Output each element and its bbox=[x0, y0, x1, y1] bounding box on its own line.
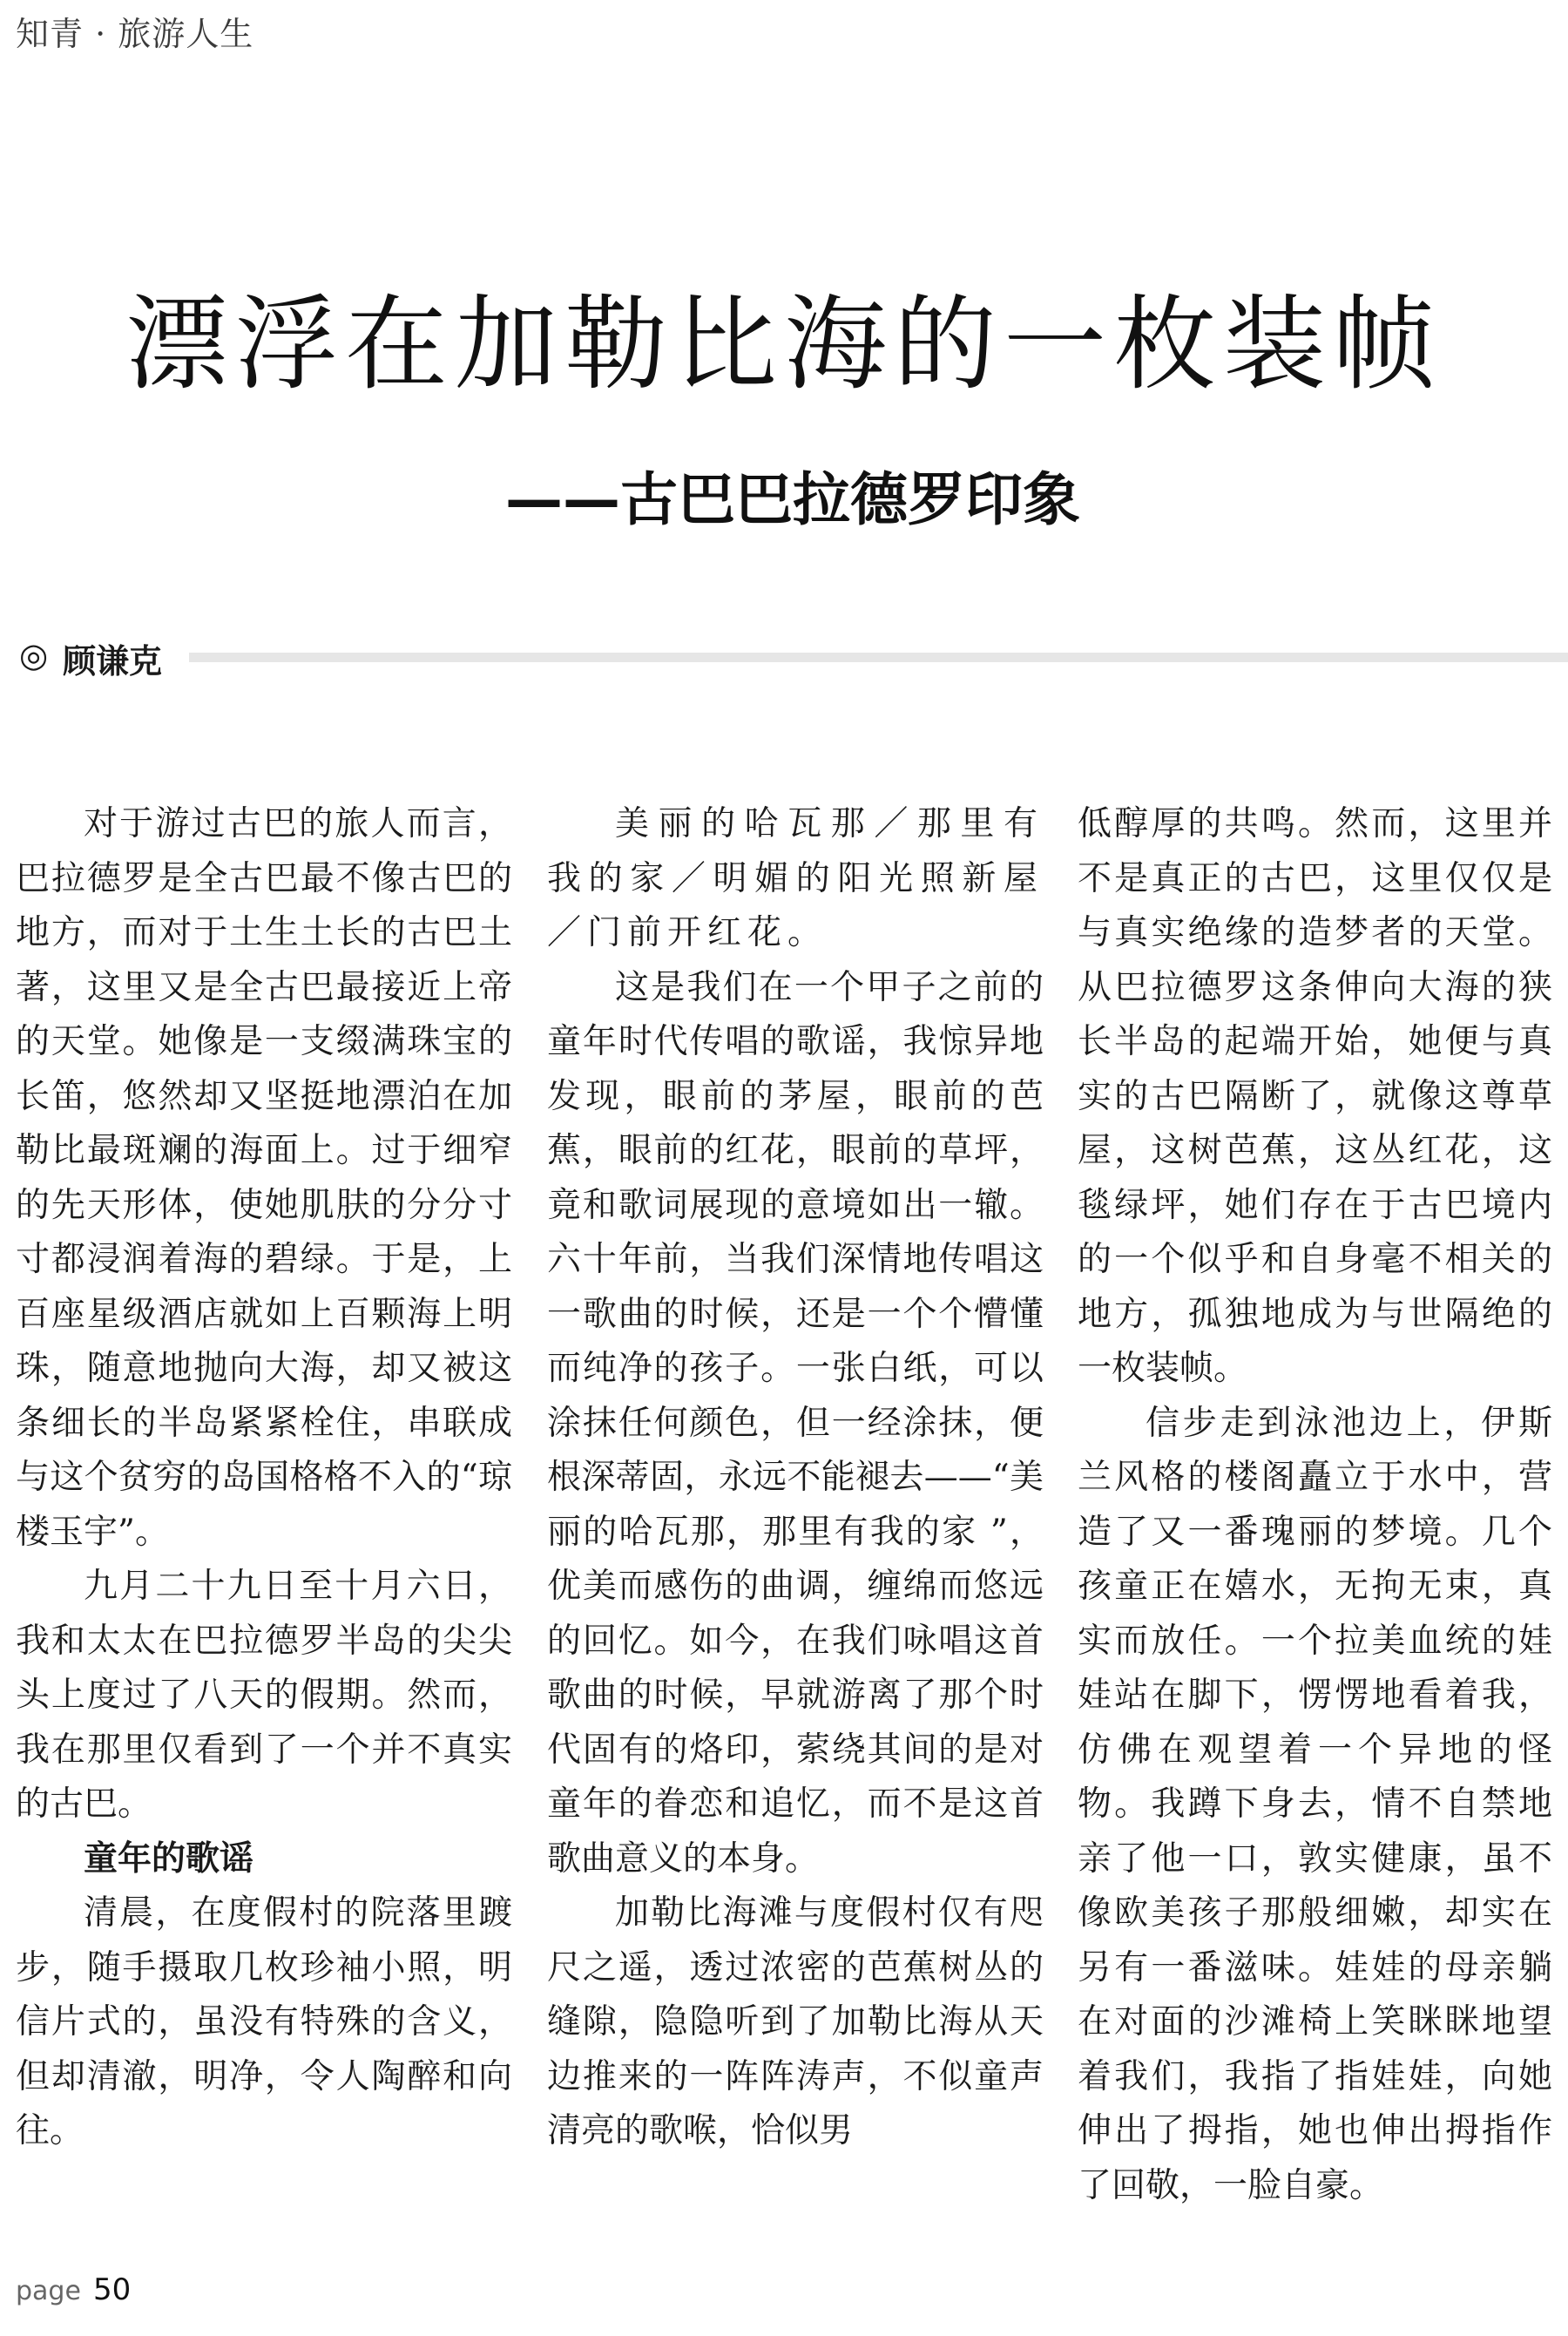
author-name: 顾谦克 bbox=[63, 642, 163, 680]
section-heading: 童年的歌谣 bbox=[84, 1838, 254, 1879]
paragraph: 九月二十九日至十月六日，我和太太在巴拉德罗半岛的尖尖头上度过了八天的假期。然而，我在那里仅看到了一个并不真实的古巴。 bbox=[16, 1567, 512, 1824]
text-column-3 bbox=[1078, 797, 1552, 2213]
paragraph: 清晨，在度假村的院落里踱步，随手摄取几枚珍袖小照，明信片式的，虽没有特殊的含义，但却清澈，明净，令人陶醉和向往。 bbox=[16, 1893, 512, 2150]
divider-rule bbox=[189, 653, 1568, 662]
paragraph: 低醇厚的共鸣。然而，这里并不是真正的古巴，这里仅仅是与真实绝缘的造梦者的天堂。从巴拉德罗这条伸向大海的狭长半岛的起端开始，她便与真实的古巴隔断了，就像这尊草屋，这树芭蕉，这丛红花，这毯绿坪，她们存在于古巴境内的一个似乎和自身毫不相关的地方，孤独地成为与世隔绝的一枚装帧。 bbox=[1078, 804, 1552, 1388]
article-subtitle: ——古巴巴拉德罗印象 bbox=[505, 466, 1080, 533]
article-title: 漂浮在加勒比海的一枚装帧 bbox=[125, 284, 1443, 404]
author-marker-icon: ◎ bbox=[19, 636, 49, 674]
page-label: page bbox=[16, 2276, 81, 2306]
page-number: 50 bbox=[92, 2272, 132, 2307]
paragraph: 对于游过古巴的旅人而言，巴拉德罗是全古巴最不像古巴的地方，而对于土生土长的古巴土著，这里又是全古巴最接近上帝的天堂。她像是一支缀满珠宝的长笛，悠然却又坚挺地漂泊在加勒比最斑斓的海面上。过于细窄的先天形体，使她肌肤的分分寸寸都浸润着海的碧绿。于是，上百座星级酒店就如上百颗海上明珠，随意地抛向大海，却又被这条细长的半岛紧紧栓住，串联成与这个贫穷的岛国格格不入的“琼楼玉宇”。 bbox=[16, 804, 512, 1552]
author-row bbox=[19, 634, 1568, 680]
page-footer bbox=[16, 2272, 131, 2307]
paragraph: 这是我们在一个甲子之前的童年时代传唱的歌谣，我惊异地发现，眼前的茅屋，眼前的芭蕉，眼前的红花，眼前的草坪，竟和歌词展现的意境如出一辙。六十年前，当我们深情地传唱这一歌曲的时候，还是一个个懵懂而纯净的孩子。一张白纸，可以涂抹任何颜色，但一经涂抹，便根深蒂固，永远不能褪去——“美丽的哈瓦那，那里有我的家 ”，优美而感伤的曲调，缠绵而悠远的回忆。如今，在我们咏唱这首歌曲的时候，早就游离了那个时代固有的烙印，萦绕其间的是对童年的眷恋和追忆，而不是这首歌曲意义的本身。 bbox=[547, 967, 1044, 1879]
paragraph: 加勒比海滩与度假村仅有咫尺之遥，透过浓密的芭蕉树丛的缝隙，隐隐听到了加勒比海从天边推来的一阵阵涛声，不似童声清亮的歌喉，恰似男 bbox=[547, 1893, 1044, 2150]
text-column-2 bbox=[547, 797, 1044, 2159]
section-header: 知青 · 旅游人生 bbox=[16, 15, 254, 53]
song-lyrics: 美丽的哈瓦那／那里有我的家／明媚的阳光照新屋／门前开红花。 bbox=[547, 804, 1044, 952]
paragraph: 信步走到泳池边上，伊斯兰风格的楼阁矗立于水中，营造了又一番瑰丽的梦境。几个孩童正在嬉水，无拘无束，真实而放任。一个拉美血统的娃娃站在脚下，愣愣地看着我，仿佛在观望着一个异地的怪物。我蹲下身去，情不自禁地亲了他一口，敦实健康，虽不像欧美孩子那般细嫩，却实在另有一番滋味。娃娃的母亲躺在对面的沙滩椅上笑眯眯地望着我们，我指了指娃娃，向她伸出了拇指，她也伸出拇指作了回敬，一脸自豪。 bbox=[1078, 1403, 1552, 2205]
text-column-1 bbox=[16, 797, 512, 2159]
